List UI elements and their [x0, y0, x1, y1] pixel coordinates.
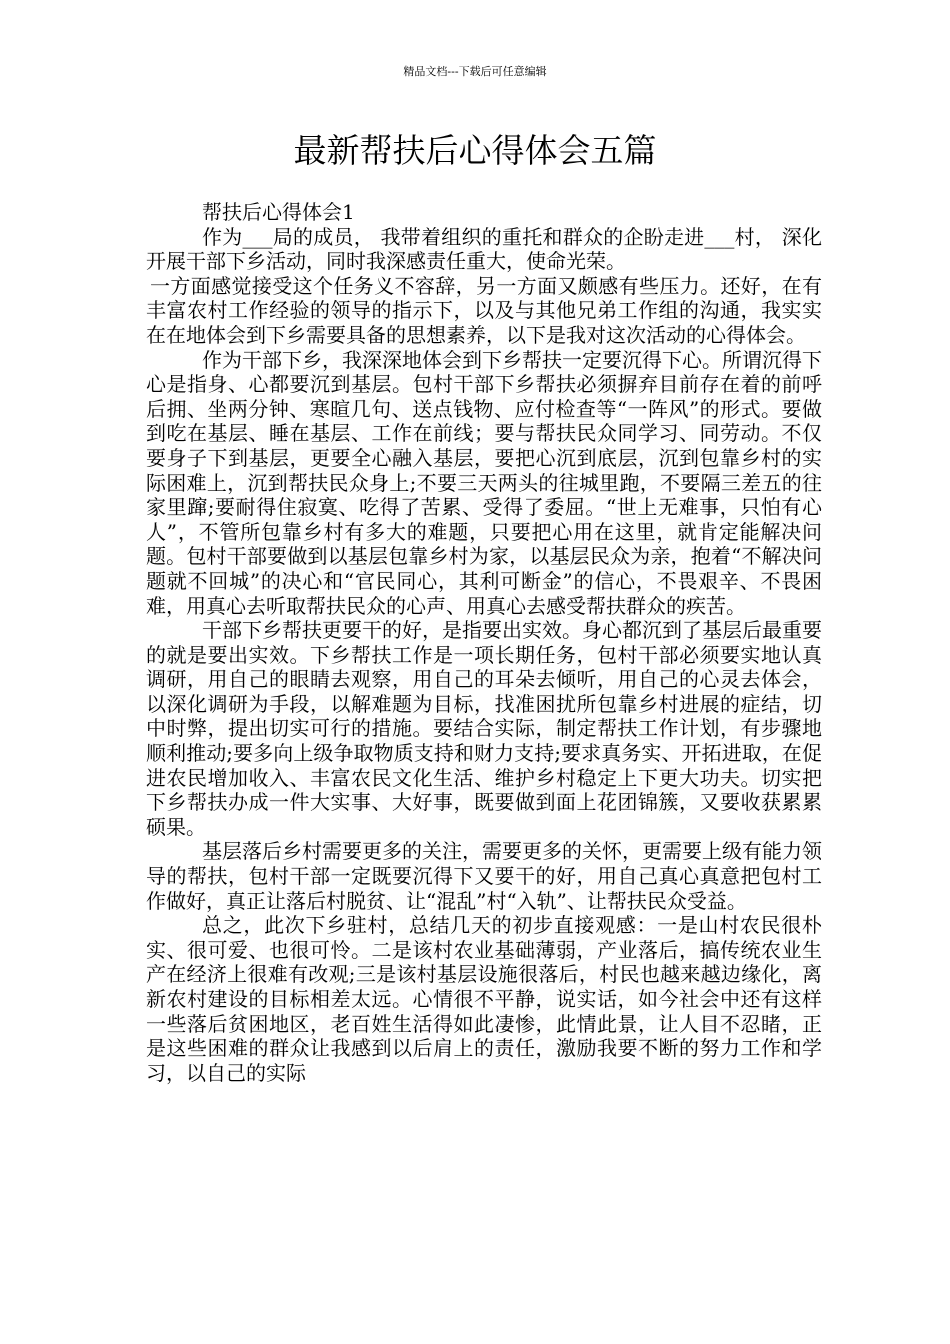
document-body	[146, 200, 822, 1085]
paragraph-2: 一方面感觉接受这个任务义不容辞，另一方面又颇感有些压力。还好，在有丰富农村工作经验的领导的指示下，以及与其他兄弟工作组的沟通，我实实在在地体会到下乡需要具备的思想素养，以下是我对这次活动的心得体会。	[146, 273, 822, 347]
document-title: 最新帮扶后心得体会五篇	[293, 131, 657, 170]
paragraph-5: 基层落后乡村需要更多的关注，需要更多的关怀，更需要上级有能力领导的帮扶，包村干部一定既要沉得下又要干的好，用自己真心真意把包村工作做好，真正让落后村脱贫、让“混乱”村“入轨”、让帮扶民众受益。	[146, 839, 822, 913]
paragraph-6: 总之，此次下乡驻村，总结几天的初步直接观感：一是山村农民很朴实、很可爱、也很可怜。二是该村农业基础薄弱，产业落后，搞传统农业生产在经济上很难有改观;三是该村基层设施很落后，村民也越来越边缘化，离新农村建设的目标相差太远。心情很不平静，说实话，如今社会中还有这样一些落后贫困地区，老百姓生活得如此凄惨，此情此景，让人目不忍睹，正是这些困难的群众让我感到以后肩上的责任，激励我要不断的努力工作和学习，以自己的实际	[146, 913, 822, 1085]
paragraph-4: 干部下乡帮扶更要干的好，是指要出实效。身心都沉到了基层后最重要的就是要出实效。下乡帮扶工作是一项长期任务，包村干部必须要实地认真调研，用自己的眼睛去观察，用自己的耳朵去倾听，用自己的心灵去体会，以深化调研为手段，以解难题为目标，找准困扰所包靠乡村进展的症结，切中时弊，提出切实可行的措施。要结合实际，制定帮扶工作计划，有步骤地顺利推动;要多向上级争取物质支持和财力支持;要求真务实、开拓进取，在促进农民增加收入、丰富农民文化生活、维护乡村稳定上下更大功夫。切实把下乡帮扶办成一件大实事、大好事，既要做到面上花团锦簇，又要收获累累硕果。	[146, 618, 822, 839]
paragraph-1: 作为___局的成员， 我带着组织的重托和群众的企盼走进___村， 深化开展干部下乡活动，同时我深感责任重大，使命光荣。	[146, 224, 822, 274]
page-header: 精品文档---下载后可任意编辑	[403, 65, 547, 78]
paragraph-3: 作为干部下乡，我深深地体会到下乡帮扶一定要沉得下心。所谓沉得下心是指身、心都要沉到基层。包村干部下乡帮扶必须摒弃目前存在着的前呼后拥、坐两分钟、寒暄几句、送点钱物、应付检查等“一阵风”的形式。要做到吃在基层、睡在基层、工作在前线；要与帮扶民众同学习、同劳动。不仅要身子下到基层，更要全心融入基层，要把心沉到底层，沉到包靠乡村的实际困难上，沉到帮扶民众身上;不要三天两头的往城里跑，不要隔三差五的往家里蹿;要耐得住寂寞、吃得了苦累、受得了委屈。“世上无难事，只怕有心人”，不管所包靠乡村有多大的难题，只要把心用在这里，就肯定能解决问题。包村干部要做到以基层包靠乡村为家，以基层民众为亲，抱着“不解决问题就不回城”的决心和“官民同心，其利可断金”的信心，不畏艰辛、不畏困难，用真心去听取帮扶民众的心声、用真心去感受帮扶群众的疾苦。	[146, 347, 822, 618]
section-heading: 帮扶后心得体会1	[202, 200, 355, 224]
